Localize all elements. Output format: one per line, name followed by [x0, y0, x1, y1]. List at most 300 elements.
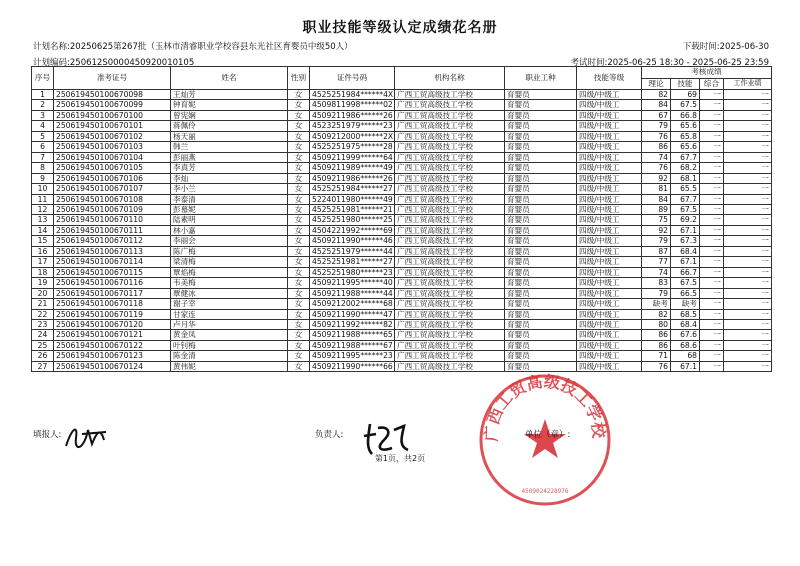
table-row [32, 309, 772, 319]
cell-skill: 68 [671, 351, 700, 361]
cell-org: 广西工贸高级技工学校 [395, 215, 505, 225]
cell-work: 一 [724, 152, 772, 162]
cell-comp: 一 [700, 309, 724, 319]
cell-name: 蒋佩伶 [171, 121, 288, 131]
cell-work: 一 [724, 309, 772, 319]
cell-id: 4509212002******68 [310, 299, 395, 309]
cell-comp: 一 [700, 152, 724, 162]
cell-ticket: 250619450100670109 [54, 204, 171, 214]
cell-theory: 92 [642, 173, 671, 183]
cell-job: 育婴员 [505, 236, 577, 246]
cell-work: 一 [724, 142, 772, 152]
cell-gender: 女 [288, 100, 310, 110]
table-row [32, 236, 772, 246]
seal-number: 4509024228976 [521, 488, 569, 495]
cell-job: 育婴员 [505, 361, 577, 371]
cell-level: 四级/中级工 [577, 330, 642, 340]
cell-job: 育婴员 [505, 257, 577, 267]
cell-job: 育婴员 [505, 288, 577, 298]
cell-id: 4509211995******40 [310, 278, 395, 288]
cell-theory: 74 [642, 267, 671, 277]
table-row [32, 278, 772, 288]
exam-time-value: 2025-06-25 18:30 - 2025-06-25 23:59 [607, 58, 769, 68]
cell-name: 彭丽燕 [171, 152, 288, 162]
table-row [32, 110, 772, 120]
filler-label: 填报人: [33, 430, 62, 440]
cell-gender: 女 [288, 90, 310, 100]
cell-work: 一 [724, 173, 772, 183]
cell-level: 四级/中级工 [577, 267, 642, 277]
col-work-performance: 工作业绩 [724, 78, 772, 90]
cell-comp: 一 [700, 299, 724, 309]
cell-name: 陈金清 [171, 351, 288, 361]
cell-skill: 67.1 [671, 361, 700, 371]
cell-seq: 23 [32, 319, 54, 329]
cell-name: 彭慕妮 [171, 204, 288, 214]
cell-seq: 22 [32, 309, 54, 319]
cell-skill: 67.5 [671, 278, 700, 288]
cell-name: 钟育妮 [171, 100, 288, 110]
cell-org: 广西工贸高级技工学校 [395, 246, 505, 256]
cell-job: 育婴员 [505, 225, 577, 235]
cell-level: 四级/中级工 [577, 278, 642, 288]
cell-gender: 女 [288, 173, 310, 183]
cell-comp: 一 [700, 351, 724, 361]
cell-gender: 女 [288, 131, 310, 141]
cell-org: 广西工贸高级技工学校 [395, 319, 505, 329]
cell-skill: 66.8 [671, 110, 700, 120]
table-row [32, 330, 772, 340]
cell-name: 卢月华 [171, 319, 288, 329]
cell-work: 一 [724, 288, 772, 298]
cell-level: 四级/中级工 [577, 299, 642, 309]
page-indicator: 第1页，共2页 [374, 454, 426, 463]
col-name: 姓名 [171, 67, 288, 90]
cell-work: 一 [724, 204, 772, 214]
cell-ticket: 250619450100670100 [54, 110, 171, 120]
cell-id: 4509211992******82 [310, 319, 395, 329]
cell-job: 育婴员 [505, 131, 577, 141]
cell-id: 4509211989******49 [310, 163, 395, 173]
cell-gender: 女 [288, 330, 310, 340]
table-row [32, 163, 772, 173]
cell-work: 一 [724, 246, 772, 256]
cell-seq: 6 [32, 142, 54, 152]
table-row [32, 340, 772, 350]
cell-job: 育婴员 [505, 309, 577, 319]
cell-theory: 86 [642, 340, 671, 350]
cell-ticket: 250619450100670112 [54, 236, 171, 246]
cell-level: 四级/中级工 [577, 236, 642, 246]
cell-theory: 76 [642, 361, 671, 371]
cell-id: 4509212000******2X [310, 131, 395, 141]
cell-org: 广西工贸高级技工学校 [395, 340, 505, 350]
cell-name: 李灿 [171, 173, 288, 183]
cell-org: 广西工贸高级技工学校 [395, 142, 505, 152]
col-occupation: 职业工种 [505, 67, 577, 90]
cell-org: 广西工贸高级技工学校 [395, 278, 505, 288]
cell-job: 育婴员 [505, 246, 577, 256]
cell-id: 4509211986******26 [310, 110, 395, 120]
cell-job: 育婴员 [505, 90, 577, 100]
cell-name: 黄金凤 [171, 330, 288, 340]
cell-seq: 16 [32, 246, 54, 256]
cell-comp: 一 [700, 90, 724, 100]
cell-skill: 67.1 [671, 257, 700, 267]
cell-ticket: 250619450100670102 [54, 131, 171, 141]
cell-job: 育婴员 [505, 330, 577, 340]
plan-name-line [33, 40, 353, 52]
cell-comp: 一 [700, 110, 724, 120]
cell-skill: 68.4 [671, 246, 700, 256]
cell-seq: 19 [32, 278, 54, 288]
cell-comp: 一 [700, 225, 724, 235]
cell-seq: 4 [32, 121, 54, 131]
cell-skill: 69 [671, 90, 700, 100]
cell-work: 一 [724, 278, 772, 288]
col-seq: 序号 [32, 67, 54, 90]
cell-work: 一 [724, 351, 772, 361]
cell-gender: 女 [288, 121, 310, 131]
cell-name: 覃健冰 [171, 288, 288, 298]
cell-level: 四级/中级工 [577, 90, 642, 100]
cell-id: 4504221992******69 [310, 225, 395, 235]
cell-comp: 一 [700, 204, 724, 214]
cell-id: 4509211986******26 [310, 173, 395, 183]
cell-level: 四级/中级工 [577, 100, 642, 110]
cell-theory: 74 [642, 152, 671, 162]
cell-level: 四级/中级工 [577, 215, 642, 225]
cell-work: 一 [724, 215, 772, 225]
cell-comp: 一 [700, 319, 724, 329]
cell-id: 4509211990******47 [310, 309, 395, 319]
cell-comp: 一 [700, 100, 724, 110]
cell-org: 广西工贸高级技工学校 [395, 184, 505, 194]
cell-skill: 65.5 [671, 184, 700, 194]
cell-work: 一 [724, 299, 772, 309]
cell-seq: 3 [32, 110, 54, 120]
cell-theory: 79 [642, 121, 671, 131]
cell-work: 一 [724, 100, 772, 110]
cell-gender: 女 [288, 110, 310, 120]
cell-work: 一 [724, 194, 772, 204]
plan-name-value: 20250625第267批（玉林市清睿职业学校容县东光社区育婴员中级50人） [69, 42, 353, 52]
cell-job: 育婴员 [505, 319, 577, 329]
cell-level: 四级/中级工 [577, 142, 642, 152]
cell-org: 广西工贸高级技工学校 [395, 361, 505, 371]
cell-work: 一 [724, 330, 772, 340]
cell-seq: 14 [32, 225, 54, 235]
cell-gender: 女 [288, 299, 310, 309]
cell-name: 曾宪娴 [171, 110, 288, 120]
cell-seq: 20 [32, 288, 54, 298]
cell-name: 李真芳 [171, 163, 288, 173]
table-row [32, 288, 772, 298]
cell-seq: 18 [32, 267, 54, 277]
cell-id: 5224011980******49 [310, 194, 395, 204]
cell-name: 陈广梅 [171, 246, 288, 256]
cell-org: 广西工贸高级技工学校 [395, 152, 505, 162]
cell-work: 一 [724, 225, 772, 235]
cell-job: 育婴员 [505, 110, 577, 120]
cell-level: 四级/中级工 [577, 225, 642, 235]
cell-skill: 68.4 [671, 319, 700, 329]
cell-gender: 女 [288, 257, 310, 267]
cell-level: 四级/中级工 [577, 361, 642, 371]
table-row [32, 194, 772, 204]
cell-level: 四级/中级工 [577, 351, 642, 361]
plan-code-label: 计划编码: [33, 58, 70, 68]
table-row [32, 173, 772, 183]
cell-theory: 71 [642, 351, 671, 361]
cell-comp: 一 [700, 194, 724, 204]
cell-comp: 一 [700, 121, 724, 131]
cell-comp: 一 [700, 361, 724, 371]
cell-ticket: 250619450100670105 [54, 163, 171, 173]
cell-theory: 82 [642, 309, 671, 319]
cell-comp: 一 [700, 267, 724, 277]
cell-work: 一 [724, 184, 772, 194]
cell-ticket: 250619450100670114 [54, 257, 171, 267]
cell-name: 杨天丽 [171, 131, 288, 141]
cell-id: 4525251981******27 [310, 257, 395, 267]
score-roster-table [31, 66, 772, 372]
cell-job: 育婴员 [505, 152, 577, 162]
col-scores: 考核成绩 [642, 67, 772, 79]
cell-skill: 68.5 [671, 309, 700, 319]
table-row [32, 215, 772, 225]
cell-job: 育婴员 [505, 267, 577, 277]
cell-level: 四级/中级工 [577, 319, 642, 329]
cell-name: 李泰清 [171, 194, 288, 204]
download-time-label: 下载时间: [682, 42, 720, 52]
cell-work: 一 [724, 319, 772, 329]
cell-id: 4509211990******46 [310, 236, 395, 246]
table-row [32, 246, 772, 256]
cell-ticket: 250619450100670110 [54, 215, 171, 225]
cell-gender: 女 [288, 152, 310, 162]
cell-comp: 一 [700, 173, 724, 183]
cell-ticket: 250619450100670122 [54, 340, 171, 350]
cell-id: 4525251980******25 [310, 215, 395, 225]
cell-org: 广西工贸高级技工学校 [395, 330, 505, 340]
cell-id: 4525251984******27 [310, 184, 395, 194]
cell-theory: 缺考 [642, 299, 671, 309]
cell-ticket: 250619450100670113 [54, 246, 171, 256]
cell-skill: 67.7 [671, 152, 700, 162]
cell-org: 广西工贸高级技工学校 [395, 131, 505, 141]
col-gender: 性别 [288, 67, 310, 90]
cell-org: 广西工贸高级技工学校 [395, 173, 505, 183]
table-row [32, 267, 772, 277]
cell-gender: 女 [288, 340, 310, 350]
page-title: 职业技能等级认定成绩花名册 [302, 20, 498, 36]
cell-level: 四级/中级工 [577, 194, 642, 204]
cell-level: 四级/中级工 [577, 309, 642, 319]
cell-ticket: 250619450100670111 [54, 225, 171, 235]
cell-ticket: 250619450100670099 [54, 100, 171, 110]
cell-level: 四级/中级工 [577, 152, 642, 162]
plan-code-value: 250612S0000450920010105 [69, 58, 195, 68]
cell-seq: 26 [32, 351, 54, 361]
cell-ticket: 250619450100670108 [54, 194, 171, 204]
cell-ticket: 250619450100670118 [54, 299, 171, 309]
cell-gender: 女 [288, 361, 310, 371]
cell-skill: 65.6 [671, 121, 700, 131]
cell-job: 育婴员 [505, 194, 577, 204]
cell-name: 李丽会 [171, 236, 288, 246]
cell-name: 陆素明 [171, 215, 288, 225]
cell-seq: 15 [32, 236, 54, 246]
cell-name: 林小嘉 [171, 225, 288, 235]
cell-org: 广西工贸高级技工学校 [395, 299, 505, 309]
table-row [32, 299, 772, 309]
cell-skill: 68.6 [671, 340, 700, 350]
cell-skill: 68.2 [671, 163, 700, 173]
cell-gender: 女 [288, 225, 310, 235]
cell-level: 四级/中级工 [577, 110, 642, 120]
cell-seq: 2 [32, 100, 54, 110]
cell-id: 4509211990******66 [310, 361, 395, 371]
cell-gender: 女 [288, 309, 310, 319]
cell-org: 广西工贸高级技工学校 [395, 351, 505, 361]
cell-job: 育婴员 [505, 351, 577, 361]
cell-job: 育婴员 [505, 100, 577, 110]
cell-org: 广西工贸高级技工学校 [395, 267, 505, 277]
cell-ticket: 250619450100670116 [54, 278, 171, 288]
cell-skill: 66.5 [671, 288, 700, 298]
cell-comp: 一 [700, 184, 724, 194]
cell-id: 4509211988******65 [310, 330, 395, 340]
cell-theory: 84 [642, 100, 671, 110]
cell-id: 4525251984******4X [310, 90, 395, 100]
official-seal [470, 365, 620, 515]
cell-id: 4523251979******23 [310, 121, 395, 131]
cell-skill: 65.8 [671, 131, 700, 141]
cell-work: 一 [724, 361, 772, 371]
cell-level: 四级/中级工 [577, 340, 642, 350]
cell-job: 育婴员 [505, 299, 577, 309]
cell-job: 育婴员 [505, 340, 577, 350]
table-row [32, 351, 772, 361]
cell-comp: 一 [700, 163, 724, 173]
cell-ticket: 250619450100670120 [54, 319, 171, 329]
cell-comp: 一 [700, 257, 724, 267]
table-row [32, 225, 772, 235]
cell-ticket: 250619450100670117 [54, 288, 171, 298]
table-row [32, 142, 772, 152]
cell-comp: 一 [700, 131, 724, 141]
cell-comp: 一 [700, 236, 724, 246]
cell-level: 四级/中级工 [577, 173, 642, 183]
cell-name: 李小兰 [171, 184, 288, 194]
cell-seq: 1 [32, 90, 54, 100]
cell-comp: 一 [700, 330, 724, 340]
cell-seq: 24 [32, 330, 54, 340]
cell-org: 广西工贸高级技工学校 [395, 225, 505, 235]
download-time-value: 2025-06-30 [719, 42, 769, 52]
cell-name: 韦美梅 [171, 278, 288, 288]
cell-theory: 86 [642, 330, 671, 340]
table-row [32, 319, 772, 329]
cell-work: 一 [724, 90, 772, 100]
cell-ticket: 250619450100670115 [54, 267, 171, 277]
col-id-number: 证件号码 [310, 67, 395, 90]
cell-level: 四级/中级工 [577, 246, 642, 256]
cell-seq: 21 [32, 299, 54, 309]
table-row [32, 90, 772, 100]
cell-org: 广西工贸高级技工学校 [395, 121, 505, 131]
cell-comp: 一 [700, 278, 724, 288]
cell-skill: 67.6 [671, 330, 700, 340]
cell-job: 育婴员 [505, 142, 577, 152]
cell-skill: 67.5 [671, 204, 700, 214]
cell-ticket: 250619450100670121 [54, 330, 171, 340]
cell-work: 一 [724, 257, 772, 267]
cell-theory: 75 [642, 215, 671, 225]
cell-gender: 女 [288, 163, 310, 173]
cell-theory: 67 [642, 110, 671, 120]
cell-skill: 67.1 [671, 225, 700, 235]
cell-skill: 66.7 [671, 267, 700, 277]
cell-id: 4525251979******44 [310, 246, 395, 256]
cell-skill: 65.6 [671, 142, 700, 152]
download-time-line [683, 40, 769, 52]
cell-work: 一 [724, 340, 772, 350]
cell-skill: 67.3 [671, 236, 700, 246]
cell-gender: 女 [288, 184, 310, 194]
cell-level: 四级/中级工 [577, 204, 642, 214]
cell-work: 一 [724, 236, 772, 246]
cell-seq: 25 [32, 340, 54, 350]
table-row [32, 361, 772, 371]
cell-id: 4525251975******28 [310, 142, 395, 152]
cell-gender: 女 [288, 319, 310, 329]
cell-comp: 一 [700, 288, 724, 298]
cell-gender: 女 [288, 215, 310, 225]
cell-org: 广西工贸高级技工学校 [395, 257, 505, 267]
cell-name: 黄伟妮 [171, 361, 288, 371]
cell-theory: 80 [642, 319, 671, 329]
cell-theory: 83 [642, 278, 671, 288]
cell-org: 广西工贸高级技工学校 [395, 194, 505, 204]
cell-id: 4509211995******23 [310, 351, 395, 361]
cell-level: 四级/中级工 [577, 163, 642, 173]
cell-gender: 女 [288, 288, 310, 298]
cell-work: 一 [724, 110, 772, 120]
cell-theory: 81 [642, 184, 671, 194]
cell-job: 育婴员 [505, 204, 577, 214]
cell-seq: 11 [32, 194, 54, 204]
cell-gender: 女 [288, 236, 310, 246]
cell-job: 育婴员 [505, 173, 577, 183]
cell-work: 一 [724, 163, 772, 173]
unit-seal-label: 单位（章）: [525, 430, 571, 440]
cell-id: 4525251980******23 [310, 267, 395, 277]
cell-theory: 79 [642, 288, 671, 298]
cell-gender: 女 [288, 278, 310, 288]
col-skill: 技能 [671, 78, 700, 90]
cell-org: 广西工贸高级技工学校 [395, 204, 505, 214]
cell-gender: 女 [288, 194, 310, 204]
table-row [32, 100, 772, 110]
cell-job: 育婴员 [505, 163, 577, 173]
cell-org: 广西工贸高级技工学校 [395, 288, 505, 298]
cell-comp: 一 [700, 142, 724, 152]
cell-org: 广西工贸高级技工学校 [395, 309, 505, 319]
cell-skill: 69.2 [671, 215, 700, 225]
cell-ticket: 250619450100670107 [54, 184, 171, 194]
